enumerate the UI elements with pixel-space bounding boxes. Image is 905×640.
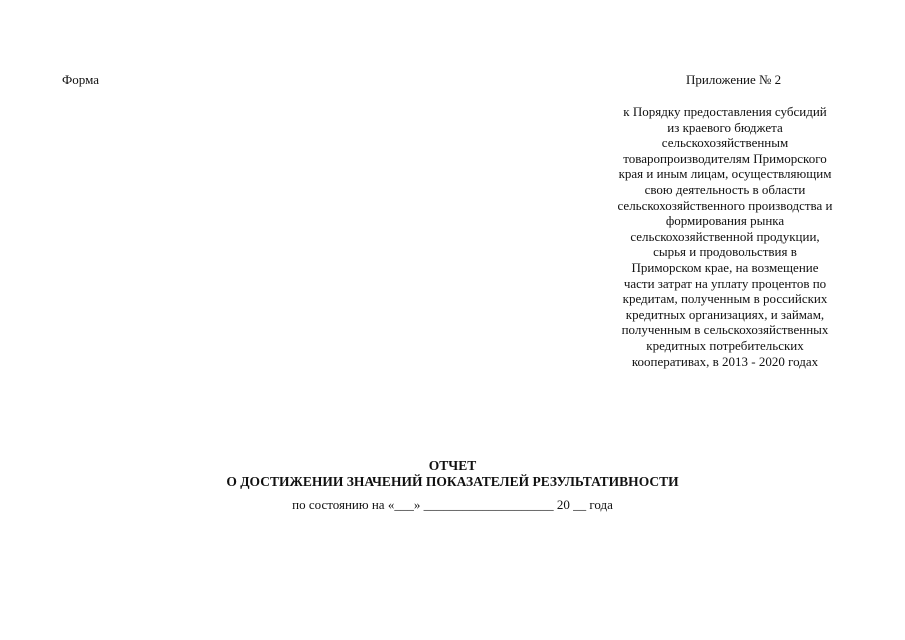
appendix-line: Приморском крае, на возмещение [631,259,819,275]
appendix-line: кредитам, полученным в российских [622,291,828,307]
appendix-line: кредитных организациях, и займам, [625,306,825,322]
report-date-line: по состоянию на «___» ____________________ 20 __ года [292,497,613,512]
appendix-line: кооперативах, в 2013 - 2020 годах [631,353,819,369]
appendix-line: из краевого бюджета [667,119,783,135]
appendix-line: кредитных потребительских [646,337,804,353]
appendix-line: полученным в сельскохозяйственных [621,322,829,338]
appendix-description [600,104,850,369]
report-subtitle: О ДОСТИЖЕНИИ ЗНАЧЕНИЙ ПОКАЗАТЕЛЕЙ РЕЗУЛЬТАТИВНОСТИ [226,474,679,489]
appendix-line: сельскохозяйственной продукции, [630,228,820,244]
appendix-line: к Порядку предоставления субсидий [623,104,827,119]
appendix-line: сельскохозяйственного производства и [617,197,833,213]
appendix-line: сельскохозяйственным [661,135,789,151]
appendix-line: свою деятельность в области [644,181,806,197]
appendix-title: Приложение № 2 [686,72,782,87]
appendix-line: края и иным лицам, осуществляющим [618,166,832,182]
appendix-line: формирования рынка [665,213,785,229]
report-title: ОТЧЕТ [428,458,477,473]
form-label: Форма [62,72,99,87]
appendix-line: сырья и продовольствия в [653,244,797,260]
appendix-line: товаропроизводителям Приморского [623,150,827,166]
appendix-line: части затрат на уплату процентов по [623,275,827,291]
